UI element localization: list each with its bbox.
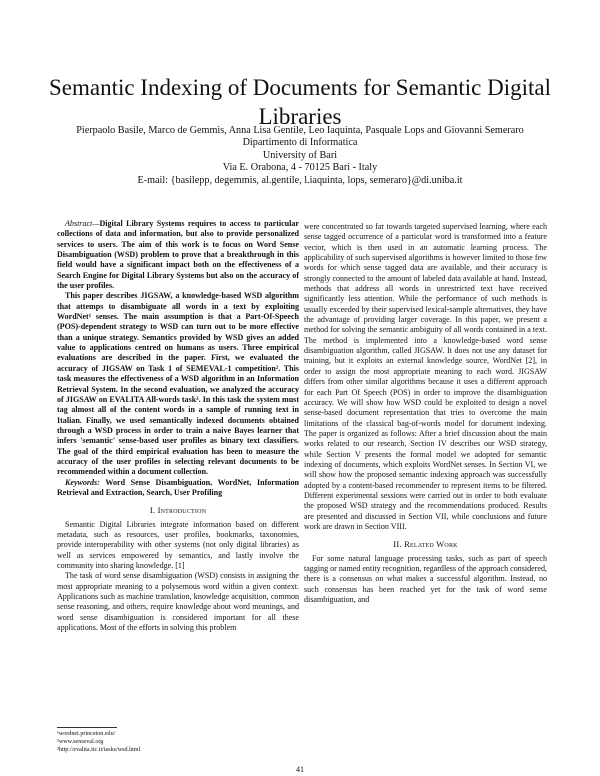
page-number: 41 (296, 765, 304, 774)
author-names: Pierpaolo Basile, Marco de Gemmis, Anna Lisa Gentile, Leo Iaquinta, Pasquale Lops and Giovanni Semeraro (76, 125, 524, 136)
footnote-rule (57, 727, 117, 728)
keywords-label: Keywords: (65, 477, 100, 487)
author-block (30, 125, 570, 187)
right-column (304, 222, 547, 605)
keywords (57, 478, 299, 499)
keywords-text: Word Sense Disambiguation, WordNet, Information Retrieval and Extraction, Search, User Profiling (57, 477, 299, 497)
left-column (57, 219, 299, 633)
department: Dipartimento di Informatica (242, 137, 358, 149)
footnote-2: ²www.senseval.org (57, 739, 104, 746)
footnote-3: ³http://evalita.itc.it/tasks/wsd.html (57, 747, 141, 754)
footnotes (57, 727, 299, 755)
address: Via E. Orabona, 4 - 70125 Bari - Italy (222, 162, 378, 174)
footnote-1: ¹wordnet.princeton.edu/ (57, 731, 116, 737)
abstract-lead: Abstract— (65, 219, 100, 228)
abstract (57, 219, 299, 478)
intro-paragraph-1: Semantic Digital Libraries integrate information based on different metadata, such as resources, user profiles, bookmarks, taxonomies, provide interoperability with other systems (not only digital libraries) as well as services empowered by semantics, and lastly involve the community into sharing knowledge. [1] (57, 519, 299, 570)
abstract-paragraph-1 (57, 219, 299, 291)
section-heading-introduction: I. Introduction (149, 505, 207, 516)
intro-paragraph-3: were concentrated so far towards targeted supervised learning, where each sense tagged occurrence of a particular word is transformed into a feature vector, which is then used in an automatic learning process. The applicability of such supervised algorithms is however limited to those few words for which sense tagged data are available, and their accuracy is strongly connected to the amount of labeled data available at hand. Instead, methods that address all words in unrestricted text have received significantly less attention. While the performance of such methods is usually exceeded by their supervised lexical-sample alternatives, they have the advantage of providing larger coverage. In this paper, we present a method for solving the semantic ambiguity of all words contained in a text. The method is implemented into a knowledge-based word sense disambiguation algorithm, called JIGSAW. It does not use any dataset for training, but it exploits an external knowledge source, WordNet [2], in order to assign the most appropriate meaning to each word. JIGSAW differs from other similar algorithms because it uses a different approach for each Part Of Speech (POS) in order to improve the disambiguation accuracy. We will show how WSD could be exploited to design a novel sense-based document representation that tries to overcome the main limitations of the classical bag-of-words model for document indexing. The paper is organized as follows: After a brief discussion about the main works related to our research, Section IV describes our WSD strategy, while Section V presents the formal model we adopted for semantic indexing of documents, which exploits WordNet senses. In Section VI, we will show how the proposed semantic indexing approach was successfully adopted by a content-based recommender to represent items to be filtered. Different experimental sessions were carried out in order to both evaluate the proposed WSD strategy and the recommendations produced. Results are presented and discussed in Section VII, while conclusions and future work are drawn in Section VIII. (304, 222, 547, 531)
abstract-text-1: Digital Library Systems requires to access to particular collections of data and information, but also to provide personalized services to users. The aim of this work is to focus on Word Sense Disambiguation (WSD) problem to prove that a breakthrough in this field would have a significant impact both on the effectiveness of a Search Engine for Digital Library Systems but also on the accuracy of the user profiles. (57, 219, 299, 291)
section-heading-related-work: II. Related Work (393, 539, 458, 550)
abstract-paragraph-2: This paper describes JIGSAW, a knowledge-based WSD algorithm that attemps to disambiguate all words in a text by exploiting WordNet¹ senses. The main assumption is that a Part-Of-Speech (POS)-dependent strategy to WSD can turn out to be more effective than a unique strategy. Semantics provided by WSD gives an added value to applications centred on humans as users. Three empirical evaluations are described in the paper. First, we evaluated the accuracy of JIGSAW on Task 1 of SEMEVAL-1 competition². This task measures the effectiveness of a WSD algorithm in an Information Retrieval System. In the second evaluation, we analyzed the accuracy of JIGSAW on EVALITA All-words task³. In this task the system must tag almost all of the content words in a sample of running text in Italian. Finally, we used semantically indexed documents obtained through a WSD process in order to train a naive Bayes learner that infers 'semantic' sense-based user profiles as binary text classifiers. The goal of the third empirical evaluation has been to measure the accuracy of the user profiles in selecting relevant documents to be recommended within a document collection. (57, 291, 299, 477)
related-work-paragraph-1: For some natural language processing tasks, such as part of speech tagging or named entity recognition, regardless of the approach considered, there is a consensus on what makes a successful algorithm. Instead, no such consensus has been reached yet for the task of word sense disambiguation, and (304, 553, 547, 605)
email: E-mail: {basilepp, degemmis, al.gentile, l.iaquinta, lops, semeraro}@di.uniba.it (137, 174, 463, 186)
paper-title: Semantic Indexing of Documents for Semantic Digital Libraries (48, 75, 552, 130)
intro-paragraph-2: The task of word sense disambiguation (WSD) consists in assigning the most appropriate meaning to a polysemous word within a given context. Applications such as machine translation, knowledge acquisition, common sense reasoning, and others, require knowledge about word meanings, and word sense disambiguation is considered important for all these applications. Most of the efforts in solving this problem (57, 571, 299, 633)
university: University of Bari (262, 149, 338, 161)
